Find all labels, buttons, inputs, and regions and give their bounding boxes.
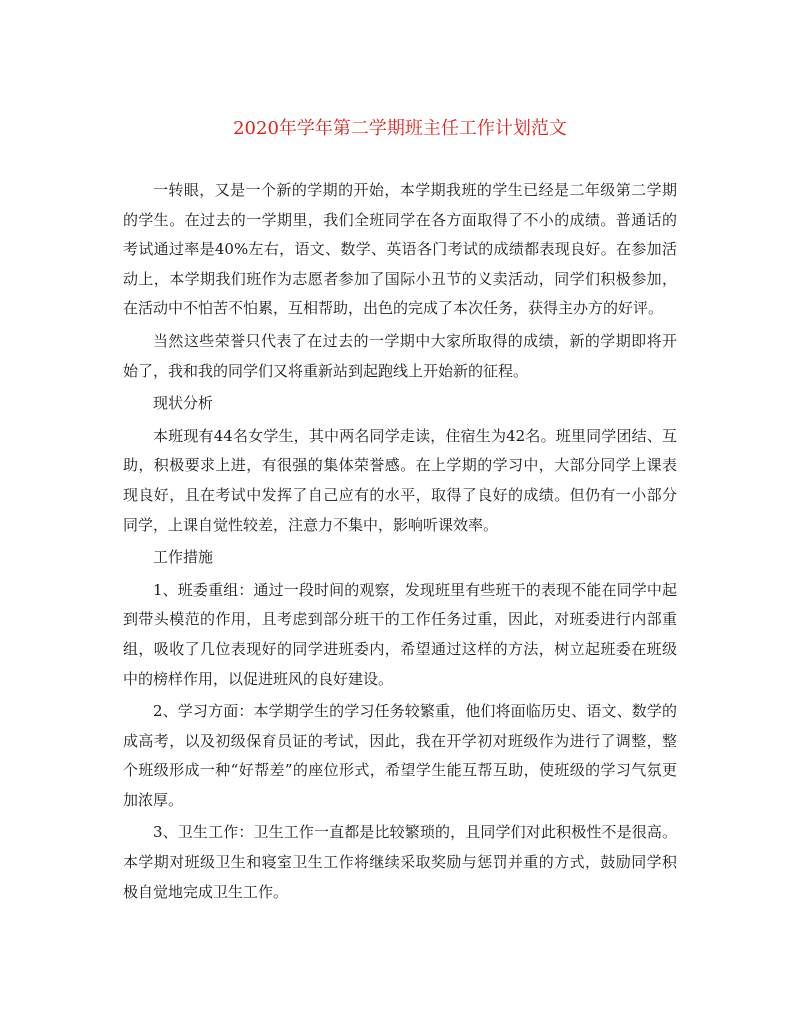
paragraph-measure-2: 2、学习方面：本学期学生的学习任务较繁重，他们将面临历史、语文、数学的成高考，以及初级保育员证的考试，因此，我在开学初对班级作为进行了调整，整个班级形成一种“好帮差”的座位形式，希望学生能互帮互助，使班级的学习气氛更加浓厚。 (123, 702, 677, 809)
document-title: 2020年学年第二学期班主任工作计划范文 (233, 118, 567, 139)
section-heading-measures: 工作措施 (153, 548, 214, 567)
paragraph-new-term: 当然这些荣誉只代表了在过去的一学期中大家所取得的成绩，新的学期即将开始了，我和我的同学们又将重新站到起跑线上开始新的征程。 (123, 331, 677, 380)
paragraph-status: 本班现有44名女学生，其中两名同学走读，住宿生为42名。班里同学团结、互助，积极要求上进，有很强的集体荣誉感。在上学期的学习中，大部分同学上课表现良好，且在考试中发挥了自己应有的水平，取得了良好的成绩。但仍有一小部分同学，上课自觉性较差，注意力不集中，影响听课效率。 (123, 426, 677, 534)
paragraph-intro: 一转眼，又是一个新的学期的开始，本学期我班的学生已经是二年级第二学期的学生。在过去的一学期里，我们全班同学在各方面取得了不小的成绩。普通话的考试通过率是40%左右，语文、数学、英语各门考试的成绩都表现良好。在参加活动上，本学期我们班作为志愿者参加了国际小丑节的义卖活动，同学们积极参加，在活动中不怕苦不怕累，互相帮助，出色的完成了本次任务，获得主办方的好评。 (123, 181, 677, 318)
paragraph-measure-1: 1、班委重组：通过一段时间的观察，发现班里有些班干的表现不能在同学中起到带头模范的作用，且考虑到部分班干的工作任务过重，因此，对班委进行内部重组，吸收了几位表现好的同学进班委内，希望通过这样的方法，树立起班委在班级中的榜样作用，以促进班风的良好建设。 (123, 580, 677, 688)
paragraph-measure-3: 3、卫生工作：卫生工作一直都是比较繁琐的，且同学们对此积极性不是很高。本学期对班级卫生和寝室卫生工作将继续采取奖励与惩罚并重的方式，鼓励同学积极自觉地完成卫生工作。 (123, 823, 677, 901)
document-body (123, 176, 677, 910)
section-heading-status: 现状分析 (153, 394, 214, 413)
